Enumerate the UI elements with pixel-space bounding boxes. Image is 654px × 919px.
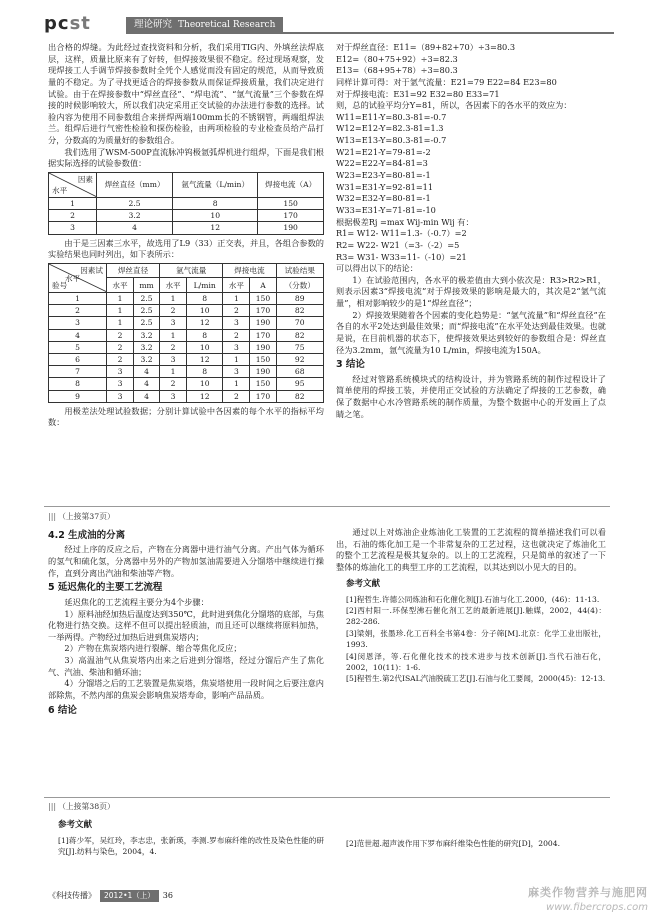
paragraph: 我们选用了WSM-500P直流脉冲钨极氩弧焊机进行组焊，下面是我们根据实际选择的试验参数值： [48,146,324,169]
table-cell: 2 [223,329,250,341]
table-cell: 1 [223,378,250,390]
section-heading: 6 结论 [48,704,77,716]
table-cell: 3 [223,366,250,378]
table-cell: 1 [49,292,107,304]
table-row: 2 3.2 10 170 [49,210,324,222]
range-line: R3= W31- W33=11-（-10）=21 [336,251,467,262]
table-cell: 1 [107,305,134,317]
continued-mark: ||| [48,512,57,521]
paragraph: 用极差法处理试验数据；分别计算试验中各因素的每个水平的指标平均数： [48,405,324,428]
section-title-cn: 理论研究 [134,19,173,30]
section-heading: 5 延迟焦化的主要工艺流程 [48,582,163,594]
table-cell: 2 [107,341,134,353]
table-cell: 2.5 [134,317,160,329]
effect-lines [336,112,606,217]
table-cell: 68 [276,366,323,378]
table-cell: 8 [49,378,107,390]
table-cell: 4 [49,329,107,341]
table-cell: 1 [107,317,134,329]
table-cell: 2 [107,329,134,341]
range-line: R2= W22- W21（=3-（-2）=5 [336,239,460,250]
table-cell: 4 [134,390,160,402]
column-header: 焊接电流（A） [258,173,324,198]
table-cell: 4 [134,366,160,378]
table-cell: 3.2 [134,329,160,341]
table-row [49,292,324,304]
table-cell: 92 [276,353,323,365]
table-cell: 3 [107,366,134,378]
table-cell: 12 [187,353,223,365]
table-cell: 2 [223,305,250,317]
effect-line: W31=E31-Y=92-81=11 [336,181,434,192]
range-lines [336,228,606,263]
article-separator [44,506,610,507]
effect-line: W23=E23-Y=80-81=-1 [336,170,431,181]
page-number: 36 [162,891,173,901]
table-cell: 6 [49,353,107,365]
effect-line: W21=E21-Y=79-81=-2 [336,146,431,157]
table-cell: 2 [160,378,187,390]
article-left-column [48,42,324,429]
table-cell: 1 [160,292,187,304]
table-cell: 3 [49,317,107,329]
column-header: 焊丝直径（mm） [97,173,173,198]
sub-header: A [250,278,276,293]
table-cell: 70 [276,317,323,329]
section-heading: 3 结论 [336,359,365,371]
petroleum-left-column [48,527,324,719]
table-cell: 150 [250,353,276,365]
table-cell: 1 [223,353,250,365]
effect-line: W12=E12-Y=82.3-81=1.3 [336,123,444,134]
table-cell: 5 [49,341,107,353]
effect-line: W11=E11-Y=80.3-81=-0.7 [336,111,447,122]
journal-name: 《科技传播》 [48,891,96,901]
sub-header: L/min [187,278,223,293]
page-header [44,14,614,36]
table-cell: 10 [187,378,223,390]
group-header: 氩气流量 [160,263,223,278]
section-tag [126,17,283,32]
section-title-en: Theoretical Research [178,20,276,30]
table-cell: 82 [276,305,323,317]
page-footer [48,890,173,902]
watermark-title: 麻类作物营养与施肥网 [528,886,648,900]
table-cell: 8 [187,292,223,304]
table-row [49,353,324,365]
effect-line: W13=E13-Y=80.3-81=-0.7 [336,135,447,146]
table-cell: 190 [250,341,276,353]
sub-header: （分数） [276,278,323,293]
table-row [49,317,324,329]
table-cell: 3 [160,353,187,365]
list-item: 4）分馏塔之后的工艺装置是焦炭塔，焦炭塔使用一段时间之后要注意内部除焦，不然内部的焦炭会影响焦炭塔寿命，影响产品品质。 [48,678,324,701]
corner-label-top: 因素 [77,175,93,185]
sub-header: 水平 [223,278,250,293]
continued-mark: ||| [48,802,57,811]
table-cell: 10 [187,341,223,353]
table-cell: 2.5 [134,305,160,317]
table-cell: 1 [223,292,250,304]
bottom-left-column [48,815,324,858]
sub-header: mm [134,278,160,293]
table-cell: 150 [250,292,276,304]
calc-line: E13=（68+95+78）÷3=80.3 [336,65,458,76]
calc-line: 对于焊丝直径：E11=（89+82+70）÷3=80.3 [336,42,516,52]
table-cell: 3 [223,317,250,329]
table-cell: 1 [107,292,134,304]
corner-label-mid: 水平 [65,273,81,283]
table-cell: 170 [250,390,276,402]
corner-label-top: 因素试 [80,265,103,275]
table-cell: 3.2 [134,341,160,353]
calc-line: 则，总的试验平均分Y=81，所以，各因素下的各水平的效应为： [336,100,572,111]
sub-header: 水平 [107,278,134,293]
paragraph: 延迟焦化的工艺流程主要分为4个步骤： [64,596,209,607]
table-cell: 10 [187,305,223,317]
table-cell: 1 [160,329,187,341]
table-cell: 170 [250,305,276,317]
references-heading: 参考文献 [58,820,93,830]
site-watermark [528,885,648,915]
table-cell: 2.5 [134,292,160,304]
table-cell: 95 [276,378,323,390]
table-cell: 190 [250,317,276,329]
corner-label-bottom: 水平 [52,185,68,195]
paragraph: 出合格的焊缝。为此经过查找资料和分析，我们采用TIG内、外填丝法焊底层，这样，质量比原来有了好转，但焊接效果很不稳定。经过现场观察，发现焊接工人手调节焊接参数时全凭个人感觉而没有固定的规范，从而导致质量的不稳定。为了寻找更适合的焊接参数从而保证焊接质量，我们决定进行试验。由于在焊接参数中“焊丝直径”、“焊电流”、“氩气流量”三个参数在焊接的时候影响较大，所以我们决定采用正交试验的办法进行参数的选择。试验内容为使用不同参数组合来拼焊两端100mm长的不锈钢管，两端组焊法兰。组焊后进行气密性检验和探伤检验，由两项检验的专业检查员给产品打分，分数高的为质量好的参数组合。 [48,42,324,146]
table-row [49,341,324,353]
conclusion-intro: 可以得出以下的结论： [336,263,418,274]
table-cell: 8 [187,366,223,378]
paragraph: 通过以上对炼油企业炼油化工装置的工艺流程的简单描述我们可以看出，石油的炼化加工是一个非常复杂的工艺过程，这也就决定了炼油化工的整个工艺流程是极其复杂的。以上的工艺流程，只是简单的叙述了一下整体的炼油化工的典型工序的工艺流程，以其达到以小见大的目的。 [336,527,606,572]
sub-header: 水平 [160,278,187,293]
table-cell: 1 [160,366,187,378]
table-cell: 8 [187,329,223,341]
reference-item: [2]范世超.超声波作用下罗布麻纤维染色性能的研究[D]，2004. [346,839,560,848]
table-cell: 170 [250,329,276,341]
watermark-url: www.fibercrops.com [546,901,648,913]
table-row [49,366,324,378]
reference-item: [1]蒋少军，吴红玲，李志忠，张新瑛，李测.罗布麻纤维的改性及染色性能的研究[J].纺料与染色，2004，4. [58,836,324,857]
orthogonal-test-table [48,263,324,403]
corner-label-bottom: 验号 [52,280,68,290]
table-cell: 2 [160,305,187,317]
group-header: 试验结果 [276,263,323,278]
table-cell: 2 [160,341,187,353]
header-rule [126,32,614,34]
table-row [49,390,324,402]
article-right-column [336,42,606,420]
reference-item: [3]梁娟，张墨珍.化工百科全书第4卷：分子筛[M].北京：化学工业出版社，1993. [346,628,606,650]
table-corner [49,173,97,198]
table-row [49,329,324,341]
table-row: 1 2.5 8 150 [49,198,324,210]
table-cell: 150 [250,378,276,390]
table-cell: 3 [107,390,134,402]
issue-badge: 2012•1（上） [100,890,159,902]
table-cell: 3 [160,390,187,402]
table-cell: 82 [276,329,323,341]
effect-line: W32=E32-Y=80-81=-1 [336,193,431,204]
paragraph: 经过对管路系统模块式的结构设计，并为管路系统的制作过程设计了简单使用的焊接工装，并使用正交试验的方法确定了焊接的工艺参数，确保了数据中心水冷管路系统的制作质量，为整个数据中心的开发画上了点睛之笔。 [336,373,606,419]
bottom-right-column [336,838,606,849]
group-header: 焊接电流 [223,263,276,278]
table-row [49,378,324,390]
effect-line: W33=E31-Y=71-81=-10 [336,204,436,215]
table-cell: 190 [250,366,276,378]
calc-line: 同样计算可得：对于氩气流量：E21=79 E22=84 E23=80 [336,76,557,87]
table-cell: 12 [187,317,223,329]
table-cell: 7 [49,366,107,378]
calc-line: E12=（80+75+92）÷3=82.3 [336,53,458,64]
table-row [49,305,324,317]
table-cell: 2 [223,390,250,402]
range-line: R1= W12- W11=1.3-（-0.7）=2 [336,228,467,239]
conclusion-item: 1）在试验范围内，各水平的极差值由大到小依次是：R3>R2>R1，则表示因素3“焊接电流”对于焊接效果的影响是最大的，其次是2“氩气流量”，相对影响较少的是1“焊丝直径”； [336,274,606,309]
journal-logo: pcst [44,13,91,34]
calc-lines [336,42,606,112]
table-cell: 2 [49,305,107,317]
reference-item: [2]西村阳一.环保型沸石催化剂工艺的最新进展[J].触媒，2002，44(4)：282-286. [346,606,606,627]
article-separator [44,797,610,798]
conclusion-item: 2）焊接效果随着各个因素的变化趋势是：“氩气流量”和“焊丝直径”在各自的水平2处达到最佳效果；而“焊接电流”在水平处达到最佳效果。也就是说，在目前机器的状态下，使焊接效果达到较好的参数组合是：焊丝直径为3.2mm，氩气流量为10 L/min，焊接电流为150A。 [336,309,606,355]
paragraph: 经过上序的反应之后，产物在分离器中进行油气分离。产出气体为循环的氢气和硫化氢，分离器中另外的产物加氢油需要进入分馏塔中继续进行操作，直到分离出汽油和柴油等产物。 [48,544,324,578]
calc-line: 对于焊接电流：E31=92 E32=80 E33=71 [336,88,500,99]
effect-line: W22=E22-Y=84-81=3 [336,158,428,169]
table-cell: 3 [107,378,134,390]
table-row: 3 4 12 190 [49,222,324,234]
list-item: 1）原料油经加热后温度达到350℃，此时进到焦化分馏塔的底部，与焦化物进行热交换。这样不但可以提出轻质油，而且还可以继续将原料加热，一举两得。产物经过加热后进到焦炭塔内； [48,608,324,642]
range-intro: 根据极差Rj =max Wij-min Wij 有： [336,216,474,227]
table-cell: 89 [276,292,323,304]
column-header: 氩气流量（L/min） [173,173,258,198]
reference-item: [5]程哲生.第2代ISAL汽油脱硫工艺[J].石油与化工要闻，2000(45)：12-13. [346,674,606,684]
table-cell: 3 [223,341,250,353]
parameter-table [48,172,324,235]
table-cell: 9 [49,390,107,402]
petroleum-right-column [336,527,606,685]
section-heading: 4.2 生成油的分离 [48,530,126,541]
list-item: 2）产物在焦炭塔内进行裂解、缩合等焦化反应； [64,643,242,654]
table-cell: 3.2 [134,353,160,365]
group-header: 焊丝直径 [107,263,160,278]
reference-item: [4]闵恩泽，等.石化催化技术的技术进步与技术创新[J].当代石油石化，2002，10(11)：1-6. [346,651,606,672]
table-cell: 2 [107,353,134,365]
references-heading: 参考文献 [346,578,381,589]
table-corner [49,263,107,292]
continued-note: ||| （上接第38页） [48,802,115,811]
table-cell: 12 [187,390,223,402]
table-cell: 4 [134,378,160,390]
continued-note: ||| （上接第37页） [48,512,115,521]
paragraph: 由于是三因素三水平，故选用了L9（33）正交表，并且，各组合参数的实验结果也同时列出，如下表所示： [48,237,324,260]
table-cell: 82 [276,390,323,402]
table-cell: 3 [160,317,187,329]
reference-item: [1]程哲生.许德公同炼油和石化催化剂[J].石油与化工.2000，(46)：11-13. [346,594,600,604]
list-item: 3）高温油气从焦炭塔内出来之后进到分馏塔，经过分馏后产生了焦化气、汽油、柴油和循环油； [48,655,324,677]
table-cell: 75 [276,341,323,353]
